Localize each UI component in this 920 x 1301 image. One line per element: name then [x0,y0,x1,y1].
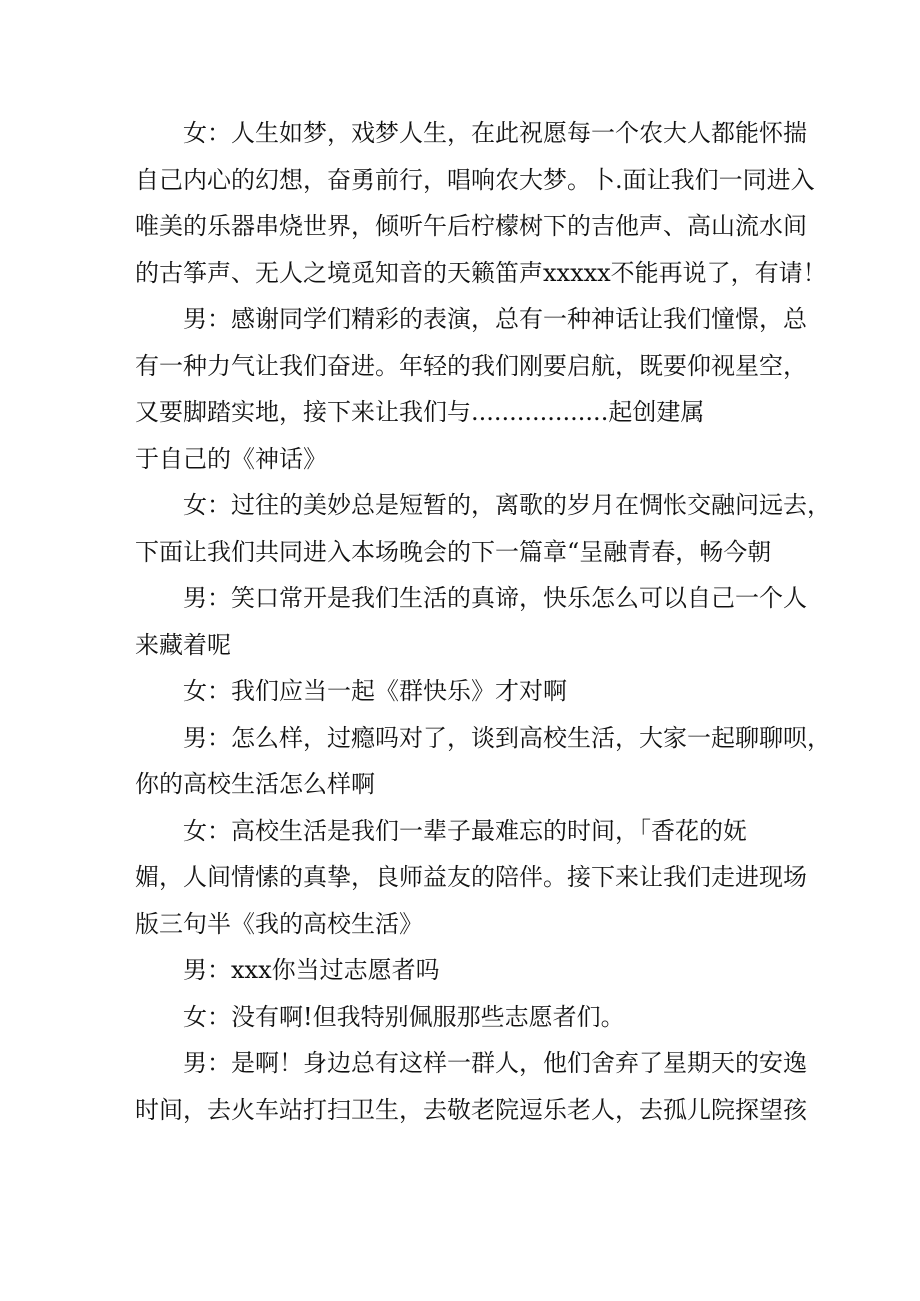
text-line: 媚，人间情愫的真挚，良师益友的陪伴。接下来让我们走进现场 [135,863,807,891]
text-line: 的古筝声、无人之境觅知音的天籁笛声xxxxx不能再说了，有请！ [135,258,827,287]
text-line: 男：怎么样，过瘾吗对了，谈到高校生活，大家一起聊聊呗， [183,723,831,752]
text-line: 于自己的《神话》 [135,444,327,473]
text-line: 女：人生如梦，戏梦人生，在此祝愿每一个农大人都能怀揣 [183,119,807,147]
text-line: 你的高校生活怎么样啊 [135,770,375,798]
text-line: 有一种力气让我们奋进。年轻的我们刚要启航，既要仰视星空， [135,351,807,380]
text-line: 男：笑口常开是我们生活的真谛，快乐怎么可以自己一个人 [183,584,807,612]
text-line: 女：高校生活是我们一辈子最难忘的时间，「香花的妩 [183,816,747,845]
text-line: 女：过往的美妙总是短暂的，离歌的岁月在惆怅交融问远去， [183,491,831,519]
text-line: 又要脚踏实地，接下来让我们与..................起创建属 [135,398,705,426]
text-line: 唯美的乐器串烧世界，倾听午后柠檬树下的吉他声、高山流水间 [135,212,807,240]
text-line: 下面让我们共同进入本场晚会的下一篇章“呈融青春，畅今朝 [135,537,772,566]
text-line: 来藏着呢 [135,630,231,659]
text-line: 女：我们应当一起《群快乐》才对啊 [183,677,567,705]
text-line: 男：是啊！身边总有这样一群人，他们舍弃了星期天的安逸 [183,1049,807,1077]
text-line: 版三句半《我的高校生活》 [135,909,423,938]
script-text [135,110,831,1133]
text-line: 自己内心的幻想，奋勇前行，唱响农大梦。卜.面让我们一同进入 [135,165,815,194]
text-line: 男：xxx你当过志愿者吗 [183,956,440,984]
text-line: 时间，去火车站打扫卫生，去敬老院逗乐老人，去孤儿院探望孩 [135,1095,807,1124]
text-line: 男：感谢同学们精彩的表演，总有一种神话让我们憧憬，总 [183,305,807,333]
text-line: 女：没有啊!但我特别佩服那些志愿者们。 [183,1002,625,1031]
